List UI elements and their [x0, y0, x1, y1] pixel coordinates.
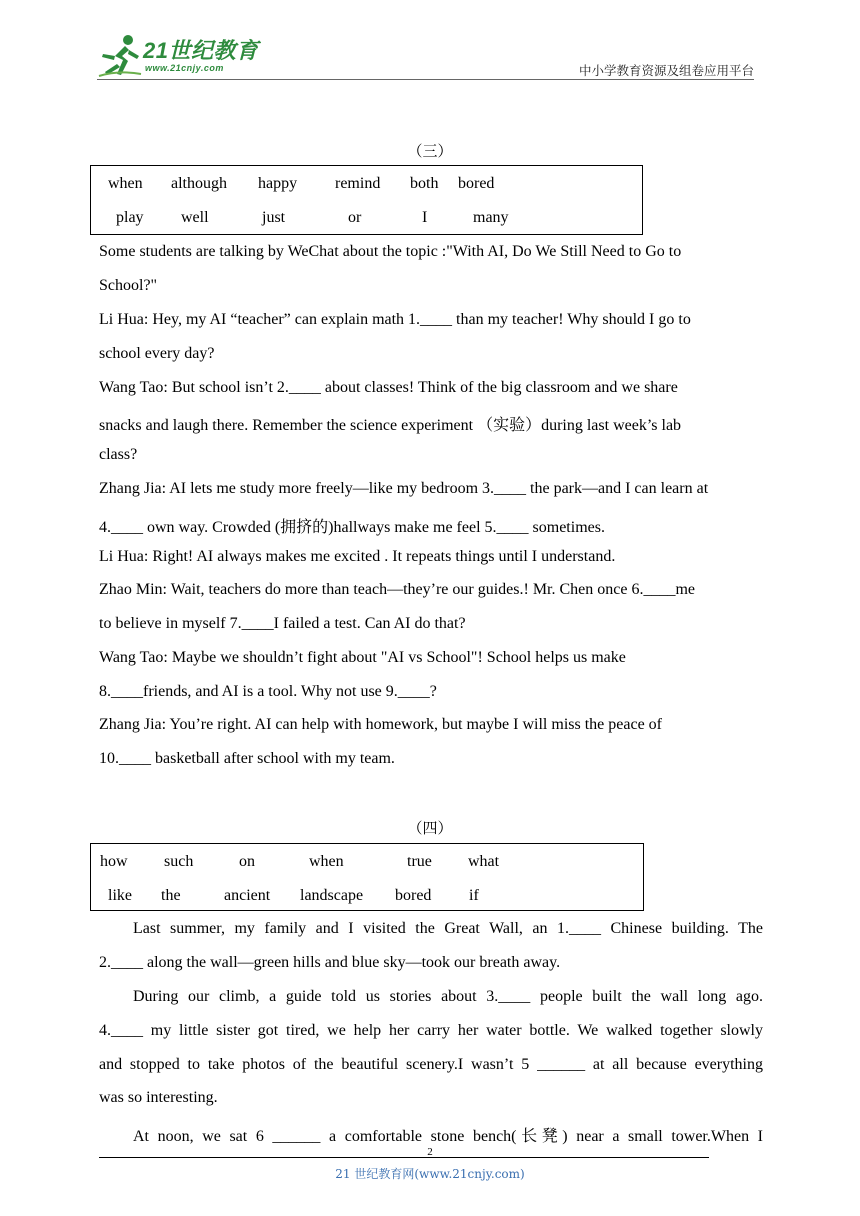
- word: bored: [458, 175, 495, 192]
- paragraph-line: At noon, we sat 6 ______ a comfortable stone bench(长凳) near a small tower.When I: [133, 1128, 763, 1145]
- word: such: [164, 853, 194, 870]
- word: remind: [335, 175, 381, 192]
- word: although: [171, 175, 227, 192]
- text-line: Zhang Jia: You’re right. AI can help with homework, but maybe I will miss the peace of: [99, 716, 662, 733]
- text-line: School?": [99, 277, 158, 294]
- section4-word-box: [90, 843, 644, 911]
- text-line: to believe in myself 7.____I failed a test. Can AI do that?: [99, 615, 466, 632]
- footer-site-link[interactable]: 21 世纪教育网(www.21cnjy.com): [335, 1167, 525, 1181]
- text-line: Wang Tao: But school isn’t 2.____ about classes! Think of the big classroom and we share: [99, 379, 678, 396]
- text-line: Zhao Min: Wait, teachers do more than teach—they’re our guides.! Mr. Chen once 6.____me: [99, 581, 696, 598]
- text-line: school every day?: [99, 345, 215, 362]
- word: ancient: [224, 887, 271, 904]
- word: play: [116, 209, 144, 226]
- logo-url: www.21cnjy.com: [145, 63, 224, 73]
- paragraph-line: was so interesting.: [99, 1089, 218, 1106]
- text-line: 10.____ basketball after school with my team.: [99, 750, 395, 767]
- text-line: Wang Tao: Maybe we shouldn’t fight about "AI vs School"! School helps us make: [99, 649, 626, 666]
- paragraph-line: 4.____ my little sister got tired, we help her carry her water bottle. We walked together slowly: [99, 1022, 763, 1039]
- word: how: [100, 853, 128, 870]
- section3-word-box: [90, 165, 643, 235]
- word: if: [469, 887, 479, 904]
- header-platform-text: 中小学教育资源及组卷应用平台: [578, 63, 754, 78]
- word: well: [181, 209, 209, 226]
- word: landscape: [300, 887, 364, 904]
- paragraph-line: and stopped to take photos of the beautiful scenery.I wasn’t 5 ______ at all because everything: [99, 1056, 763, 1073]
- paragraph-line: Last summer, my family and I visited the Great Wall, an 1.____ Chinese building. The: [133, 920, 763, 937]
- word: what: [468, 853, 500, 870]
- footer-divider: [99, 1157, 709, 1158]
- text-line: snacks and laugh there. Remember the science experiment （实验）during last week’s lab: [99, 417, 682, 434]
- paragraph-line: 2.____ along the wall—green hills and blue sky—took our breath away.: [99, 954, 561, 971]
- word: just: [262, 209, 286, 226]
- text-line: 8.____friends, and AI is a tool. Why not use 9.____?: [99, 683, 437, 700]
- text-line: Some students are talking by WeChat about the topic :"With AI, Do We Still Need to Go to: [99, 243, 682, 260]
- paragraph-line: During our climb, a guide told us stories about 3.____ people built the wall long ago.: [133, 988, 763, 1005]
- page-number: 2: [427, 1146, 433, 1158]
- text-line: Li Hua: Hey, my AI “teacher” can explain math 1.____ than my teacher! Why should I go to: [99, 311, 691, 328]
- word: or: [348, 209, 362, 226]
- text-line: Li Hua: Right! AI always makes me excited . It repeats things until I understand.: [99, 548, 616, 565]
- text-line: class?: [99, 446, 138, 463]
- word: I: [422, 209, 428, 226]
- word: when: [309, 853, 344, 870]
- word: happy: [258, 175, 298, 192]
- word: the: [161, 887, 181, 904]
- section3-title: （三）: [407, 142, 453, 160]
- text-line: Zhang Jia: AI lets me study more freely—like my bedroom 3.____ the park—and I can learn at: [99, 480, 709, 497]
- header-divider: [97, 79, 754, 80]
- word: on: [239, 853, 255, 870]
- logo: [95, 34, 265, 78]
- logo-text: 21世纪教育: [143, 38, 259, 63]
- section4-title: （四）: [407, 819, 453, 837]
- word: when: [108, 175, 143, 192]
- word: both: [410, 175, 439, 192]
- word: many: [473, 209, 509, 226]
- word: true: [407, 853, 432, 870]
- text-line: 4.____ own way. Crowded (拥挤的)hallways make me feel 5.____ sometimes.: [99, 519, 605, 536]
- word: bored: [395, 887, 432, 904]
- runner-logo-icon: [95, 34, 143, 78]
- word: like: [108, 887, 132, 904]
